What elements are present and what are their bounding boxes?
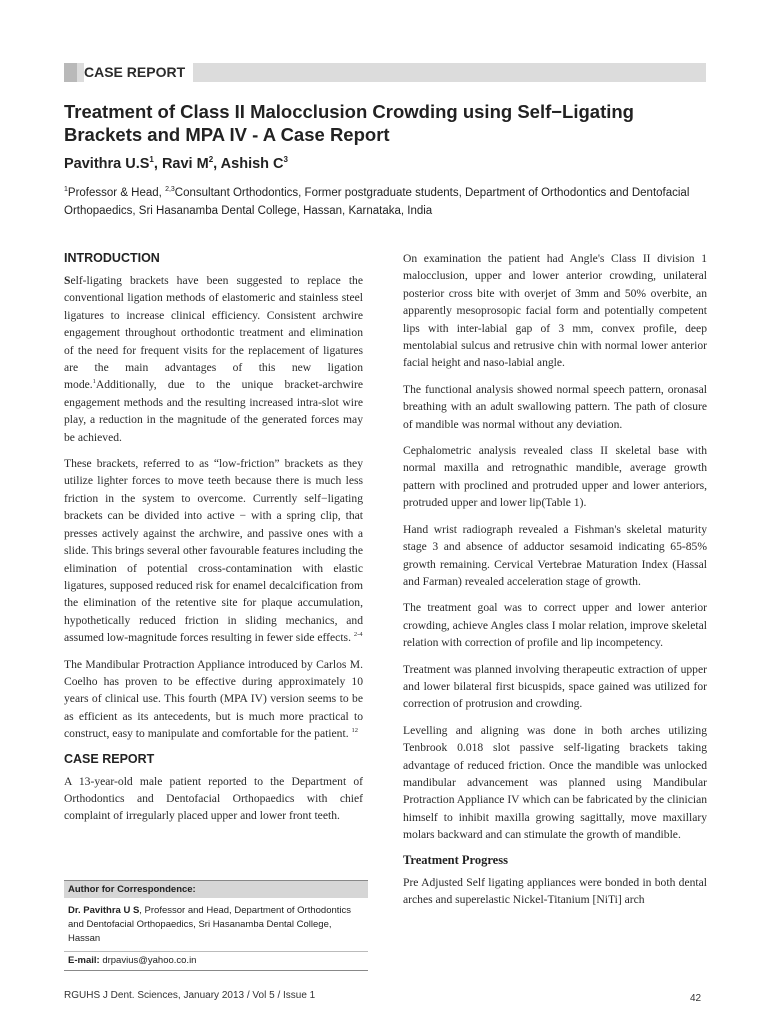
affiliation-role: Professor & Head, [67,186,166,199]
correspondence-name: Dr. Pavithra U S [68,905,140,916]
author-sup: 1 [149,155,154,164]
examination-paragraph: On examination the patient had Angle's Class II division 1 malocclusion, upper and lower anterior crowding, unilateral posterior cross bite with overjet of 3mm and 50% overbite, an apparently mesoprosopic facial form and potentially competent lips with inter-labial gap of 3 mm, convex profile, deep mentolabial sulcus and retrusive chin with normal lower anterior facial height and naso-labial angle. [403,252,707,370]
email-label: E-mail: [68,955,100,966]
article-title: Treatment of Class II Malocclusion Crowding using Self−Ligating Brackets and MPA IV - A Case Report [64,101,634,145]
levelling-paragraph: Levelling and aligning was done in both arches utilizing Tenbrook 0.018 slot passive self-ligating brackets taking advantage of reduced friction. Once the mandible was unlocked mandibular advancement was planned using Mandibular Protraction Appliance IV which can be fabricated by the clinician himself to inhibit maxilla growing sagittally, move maxillary molars backward and can stimulate the growth of mandible. [403,723,708,842]
text-run: The Mandibular Protraction Appliance introduced by Carlos M. Coelho has proven to be effective during approximately 10 years of clinical use. This fourth (MPA IV) version seems to be as efficient as its antecedents, but is much more practical to construct, easy to manipulate and comfortable for the patient. [64,657,363,741]
intro-paragraph-1 [64,272,363,446]
text-run: These brackets, referred to as “low-friction” brackets as they utilize lighter forces to move teeth because there is much less friction in the system to overcome. Currently self−ligating brackets can be divided into active − with a spring clip, that presses actively against the archwire, and passive ones with a slide. This brings several other favourable features including the elimination of potential cross-contamination with elastic ligatures, supposed reduced risk for enamel decalcification from the elimination of the retentive site for plaque accumulation, hypothetically reduced friction in sliding mechanics, and assumed low-magnitude forces resulting in fewer side effects. [64,457,363,645]
correspondence-email-row [64,951,368,970]
functional-analysis-paragraph: The functional analysis showed normal speech pattern, oronasal breathing with an adult swallowing pattern. The path of closure of mandible was normal without any deviation. [403,382,707,431]
correspondence-box [64,880,368,971]
left-column [64,251,363,834]
citation: 1 [92,378,96,386]
email-address[interactable]: drpavius@yahoo.co.in [102,955,197,966]
correspondence-details [64,898,368,948]
drop-cap: S [64,274,71,287]
author-sup: 3 [283,155,288,164]
affiliation-sup: 1 [64,186,68,193]
affiliation-sup: 2,3 [165,186,175,193]
author-name: Ravi M [161,155,209,172]
citation: 2-4 [353,631,363,639]
correspondence-heading: Author for Correspondence: [64,881,368,898]
intro-paragraph-3 [64,656,363,743]
banner-square [64,63,77,82]
hand-wrist-paragraph: Hand wrist radiograph revealed a Fishman's skeletal maturity stage 3 and absence of adductor sesamoid indicating 65-85% growth remaining. Cervical Vertebrae Maturation Index (Hassal and Farman) revealed acceleration stage of growth. [403,522,707,588]
footer-journal: RGUHS J Dent. Sciences, January 2013 / Vol 5 / Issue 1 [64,990,316,1001]
treatment-goal-paragraph: The treatment goal was to correct upper and lower anterior crowding, achieve Angles class I molar relation, improve skeletal relation with correction of profile and lip incompetency. [403,601,707,650]
treatment-progress-heading: Treatment Progress [403,852,508,867]
author-name: Ashish C [220,155,284,172]
page-number: 42 [690,993,702,1004]
right-column [403,250,707,917]
author-list: Pavithra $U.S^1$, Ravi $M^2$, Ashish $C^3$ [64,155,288,172]
text-run: Additionally, due to the unique bracket-archwire engagement methods and the resulting increased intra-slot wire play, a reduction in the magnitude of the generated forces may be achieved. [64,378,363,444]
correspondence-address: , Professor and Head, Department of Orthodontics and Dentofacial Orthopaedics, Sri Hasanamba Dental College, Hassan [68,905,352,944]
author-name: Pavithra U.S [64,155,150,172]
intro-paragraph-2 [64,455,363,646]
citation: 12 [351,727,358,735]
treatment-progress-paragraph: Pre Adjusted Self ligating appliances were bonded in both dental arches and superelastic Nickel-Titanium [NiTi] arch [403,875,707,906]
cephalometric-paragraph: Cephalometric analysis revealed class II skeletal base with normal maxilla and retrognathic mandible, average growth pattern with proclined and protruded upper and lower anteriors, protruded upper and lower lip(Table 1). [403,444,707,510]
banner-label: CASE REPORT [84,63,193,82]
treatment-plan-paragraph: Treatment was planned involving therapeutic extraction of upper and lower bilateral first bicuspids, space gained was utilized for correction of protrusion and crowding. [403,662,707,711]
case-paragraph: A 13-year-old male patient reported to the Department of Orthodontics and Dentofacial Orthopaedics with chief complaint of irregularly placed upper and lower front teeth. [64,774,363,823]
author-sup: 2 [208,155,214,164]
text-run: elf-ligating brackets have been suggested to replace the conventional ligation methods of elastomeric and stainless steel ligatures to increase clinical efficiency. Consistent archwire engagement throughout orthodontic treatment and elimination of the need for frequent visits for the replacement of ligatures are the main advantages of this new ligation mode. [64,274,363,392]
affiliation-text: Consultant Orthodontics, Former postgraduate students, Department of Orthodontics and Dentofacial Orthopaedics, Sri Hasanamba Dental College, Hassan, Karnataka, India [64,186,690,217]
case-report-heading: CASE REPORT [64,751,155,766]
section-banner [64,63,706,82]
introduction-heading: INTRODUCTION [64,251,160,265]
affiliation [64,181,724,220]
